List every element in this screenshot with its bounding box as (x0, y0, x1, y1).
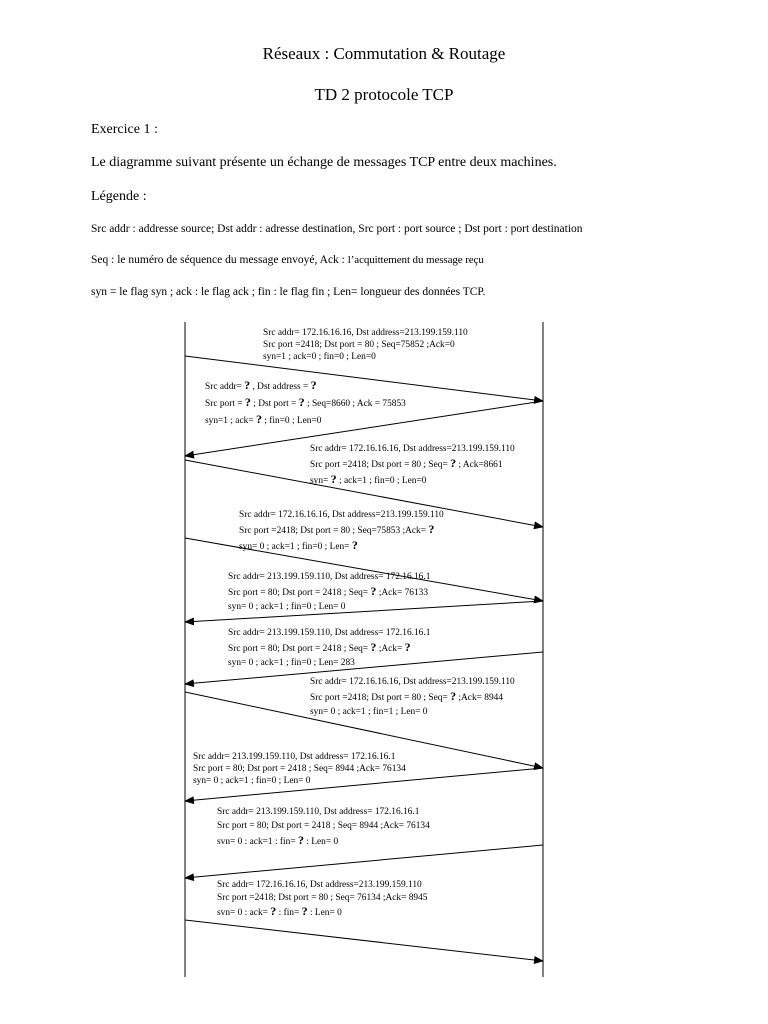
unknown-value-mark: ? (297, 833, 304, 847)
message-label-line: Src addr= 213.199.159.110, Dst address= 172.16.16.1 (228, 628, 431, 638)
unknown-value-mark: ? (428, 522, 435, 536)
message-label-line: svn= 0 : ack= ? : fin= ? : Len= 0 (217, 904, 342, 918)
message-label-line: Src addr= 172.16.16.16, Dst address=213.199.159.110 (310, 444, 515, 454)
message-arrow-9 (185, 845, 543, 878)
document-subtitle: TD 2 protocole TCP (314, 85, 454, 104)
message-label-10 (217, 879, 427, 920)
legend-line-1: Src addr : addresse source; Dst addr : adresse destination, Src port : port source ; Dst port : port destination (91, 223, 583, 235)
unknown-value-mark: ? (330, 472, 337, 486)
unknown-value-mark: ? (450, 456, 457, 470)
message-label-line: syn= 0 ; ack=1 ; fin=0 ; Len= ? (239, 538, 358, 552)
message-label-line: syn= ? ; ack=1 ; fin=0 ; Len=0 (310, 472, 427, 486)
unknown-value-mark: ? (450, 689, 457, 703)
unknown-value-mark: ? (404, 640, 411, 654)
message-label-line: syn= 0 ; ack=1 ; fin=0 ; Len= 0 (228, 602, 346, 612)
message-arrow-10 (185, 920, 543, 961)
message-label-line: syn=1 ; ack=0 ; fin=0 ; Len=0 (263, 352, 376, 362)
unknown-value-mark: ? (298, 395, 305, 409)
intro-paragraph: Le diagramme suivant présente un échange de messages TCP entre deux machines. (91, 155, 557, 170)
message-label-line: Src addr= 172.16.16.16, Dst address=213.199.159.110 (310, 677, 515, 687)
message-label-line: syn=1 ; ack= ? ; fin=0 ; Len=0 (205, 412, 322, 426)
unknown-value-mark: ? (270, 904, 277, 918)
message-label-8 (193, 751, 406, 787)
message-label-line: Src port = 80; Dst port = 2418 ; Seq= ? ;Ack= 76133 (228, 584, 429, 598)
message-label-line: Src addr= 213.199.159.110, Dst address= 172.16.16.1 (217, 807, 420, 817)
message-label-line: Src port = 80; Dst port = 2418 ; Seq= 8944 ;Ack= 76134 (193, 764, 406, 774)
unknown-value-mark: ? (301, 904, 308, 918)
message-label-line: Src addr= ? , Dst address = ? (205, 378, 317, 392)
unknown-value-mark: ? (370, 640, 377, 654)
unknown-value-mark: ? (255, 412, 262, 426)
message-label-line: Src port = 80; Dst port = 2418 ; Seq= 8944 ;Ack= 76134 (217, 821, 430, 831)
message-label-line: Src addr= 213.199.159.110, Dst address= 172.16.16.1 (193, 752, 396, 762)
message-label-line: Src port =2418; Dst port = 80 ; Seq=75852 ;Ack=0 (263, 340, 455, 350)
message-label-line: Src addr= 172.16.16.16, Dst address=213.199.159.110 (217, 880, 422, 890)
unknown-value-mark: ? (370, 584, 377, 598)
message-label-1 (263, 327, 468, 363)
legend-heading: Légende : (91, 189, 147, 204)
message-label-line: Src addr= 172.16.16.16, Dst address=213.199.159.110 (239, 510, 444, 520)
unknown-value-mark: ? (244, 395, 251, 409)
unknown-value-mark: ? (310, 378, 317, 392)
message-label-line: Src port =2418; Dst port = 80 ; Seq= ? ; Ack=8661 (310, 456, 503, 470)
legend-line-2-text: Seq : le numéro de séquence du message envoyé, Ack : (91, 254, 345, 266)
message-label-line: Src port = ? ; Dst port = ? ; Seq=8660 ; Ack = 75853 (205, 395, 406, 409)
message-label-line: Src port =2418; Dst port = 80 ; Seq= 76134 ;Ack= 8945 (217, 893, 428, 903)
message-label-line: syn= 0 ; ack=1 ; fin=1 ; Len= 0 (310, 707, 428, 717)
message-label-line: Src port =2418; Dst port = 80 ; Seq= ? ;Ack= 8944 (310, 689, 504, 703)
message-label-line: Src addr= 213.199.159.110, Dst address= 172.16.16.1 (228, 572, 431, 582)
unknown-value-mark: ? (351, 538, 358, 552)
message-label-line: Src addr= 172.16.16.16, Dst address=213.199.159.110 (263, 328, 468, 338)
message-label-7 (310, 675, 515, 719)
message-label-line: syn= 0 ; ack=1 ; fin=0 ; Len= 283 (228, 658, 355, 668)
message-label-6 (228, 626, 430, 670)
message-label-4 (239, 508, 444, 554)
legend-line-2-ack-definition: l’acquittement du message reçu (347, 254, 484, 266)
unknown-value-mark: ? (244, 378, 251, 392)
message-label-line: svn= 0 : ack=1 : fin= ? : Len= 0 (217, 833, 339, 847)
exercise-heading: Exercice 1 : (91, 122, 158, 137)
message-label-3 (310, 442, 515, 488)
message-label-line: syn= 0 ; ack=1 ; fin=0 ; Len= 0 (193, 776, 311, 786)
legend-line-3: syn = le flag syn ; ack : le flag ack ; fin : le flag fin ; Len= longueur des données TCP. (91, 286, 486, 298)
message-label-line: Src port =2418; Dst port = 80 ; Seq=75853 ;Ack= ? (239, 522, 435, 536)
message-label-9 (217, 805, 430, 849)
document-title: Réseaux : Commutation & Routage (262, 44, 506, 63)
message-label-5 (228, 570, 430, 614)
message-label-2 (205, 378, 406, 429)
message-label-line: Src port = 80; Dst port = 2418 ; Seq= ? ;Ack= ? (228, 640, 411, 654)
